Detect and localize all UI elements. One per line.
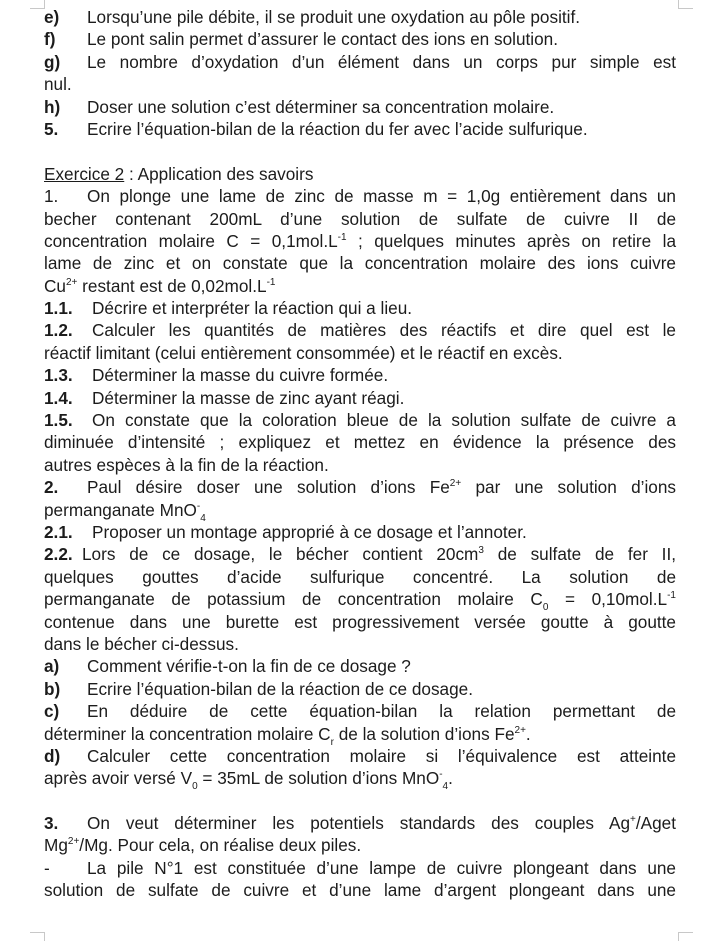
sub-question-text xyxy=(82,543,676,565)
text-span: de la solution d’ions Fe xyxy=(333,723,515,744)
superscript: - xyxy=(196,500,201,512)
question-number: 2. xyxy=(44,477,59,498)
list-item xyxy=(44,700,676,722)
list-item xyxy=(44,6,676,28)
sub-question-continuation: réactif limitant (celui entièrement consommée) et le réactif en excès. xyxy=(44,342,563,363)
item-label: b) xyxy=(44,678,61,699)
superscript: -1 xyxy=(266,276,276,288)
superscript: + xyxy=(630,814,636,826)
sub-question-continuation: diminuée d’intensité ; expliquez et mettez en évidence la présence des xyxy=(44,432,676,453)
sub-question-text: Déterminer la masse de zinc ayant réagi. xyxy=(92,387,405,408)
sub-question-text: Calculer les quantités de matières des réactifs et dire quel est le xyxy=(92,320,676,341)
sub-question-continuation: autres espèces à la fin de la réaction. xyxy=(44,454,329,475)
list-item xyxy=(44,678,676,700)
sub-question-continuation: quelques gouttes d’acide sulfurique concentré. La solution de xyxy=(44,566,676,587)
item-text: Doser une solution c’est déterminer sa concentration molaire. xyxy=(87,96,555,117)
sub-question xyxy=(44,521,676,543)
item-text-continuation: nul. xyxy=(44,74,72,95)
superscript: - xyxy=(439,769,443,781)
text-span: de sulfate de fer II, xyxy=(483,544,677,565)
superscript: 2+ xyxy=(67,836,80,848)
item-label: f) xyxy=(44,29,56,50)
text-span: permanganate de potassium de concentration molaire C xyxy=(44,589,543,610)
sub-question-label: 1.4. xyxy=(44,387,73,408)
list-item xyxy=(44,745,676,767)
list-item xyxy=(44,28,676,50)
item-label: h) xyxy=(44,96,61,117)
item-text: Calculer cette concentration molaire si l’équivalence est atteinte xyxy=(87,745,676,766)
item-text: Comment vérifie-t-on la fin de ce dosage ? xyxy=(87,656,411,677)
text-span: après avoir versé V xyxy=(44,768,193,789)
page-corner-mark xyxy=(30,0,45,9)
item-text-continuation xyxy=(44,723,676,748)
question-text: becher contenant 200mL d’une solution de sulfate de cuivre II de xyxy=(44,208,676,229)
bullet-text: La pile N°1 est constituée d’une lampe de cuivre plongeant dans une xyxy=(87,857,676,878)
text-span: . xyxy=(525,723,531,744)
superscript: -1 xyxy=(667,590,676,602)
sub-question-text: Déterminer la masse du cuivre formée. xyxy=(92,365,389,386)
item-text-continuation xyxy=(44,767,676,793)
subscript: 0 xyxy=(542,602,549,614)
sub-question-text: Proposer un montage approprié à ce dosage et l’annoter. xyxy=(92,521,527,542)
superscript: 2+ xyxy=(449,478,462,490)
question-2 xyxy=(44,476,676,498)
text-span: On veut déterminer les potentiels standards des couples Ag xyxy=(87,813,631,834)
item-label: a) xyxy=(44,656,60,677)
bullet-marker: - xyxy=(44,857,50,878)
question-1 xyxy=(44,185,676,207)
text-span: par une solution d’ions xyxy=(461,477,676,498)
superscript: 3 xyxy=(478,545,484,557)
text-span: = 0,10mol.L xyxy=(548,589,668,610)
sub-question xyxy=(44,387,676,409)
sub-question-text: On constate que la coloration bleue de la solution sulfate de cuivre a xyxy=(92,410,676,431)
sub-question-text: Décrire et interpréter la réaction qui a lieu. xyxy=(92,298,413,319)
sub-question-label: 2.2. xyxy=(44,544,73,565)
subscript: 4 xyxy=(200,512,206,524)
text-span: Mg xyxy=(44,835,68,856)
exercise-title-number: Exercice 2 xyxy=(44,163,125,184)
sub-question xyxy=(44,543,676,565)
item-label: d) xyxy=(44,745,61,766)
subscript: r xyxy=(330,736,334,748)
sub-question-continuation: dans le bécher ci-dessus. xyxy=(44,633,239,654)
item-label: 5. xyxy=(44,118,59,139)
list-item xyxy=(44,655,676,677)
question-text xyxy=(44,499,676,524)
sub-question xyxy=(44,297,676,319)
text-span: = 35mL de solution d’ions MnO xyxy=(197,768,440,789)
question-text: On plonge une lame de zinc de masse m = 1,0g entièrement dans un xyxy=(87,186,676,207)
sub-question-continuation xyxy=(44,588,676,614)
sub-question-label: 2.1. xyxy=(44,521,73,542)
subscript: 4 xyxy=(442,781,449,793)
text-span: Cu xyxy=(44,275,66,296)
text-span: ; quelques minutes après on retire la xyxy=(346,230,676,251)
item-text: Ecrire l’équation-bilan de la réaction du fer avec l’acide sulfurique. xyxy=(87,118,588,139)
item-label: c) xyxy=(44,701,60,722)
text-span: Lors de ce dosage, le bécher contient 20cm xyxy=(82,544,479,565)
exercise-title-text: : Application des savoirs xyxy=(124,163,314,184)
question-text xyxy=(87,476,676,498)
sub-question xyxy=(44,319,676,341)
sub-question-continuation: contenue dans une burette est progressivement versée goutte à goutte xyxy=(44,611,676,632)
document-page xyxy=(44,6,676,902)
sub-question-label: 1.2. xyxy=(44,320,73,341)
sub-question-label: 1.3. xyxy=(44,365,73,386)
superscript: -1 xyxy=(337,231,347,243)
bullet-item xyxy=(44,857,676,879)
question-text xyxy=(44,275,676,297)
question-number: 1. xyxy=(44,186,59,207)
text-span: /Aget xyxy=(635,813,676,834)
question-text xyxy=(44,834,676,856)
text-span: Paul désire doser une solution d’ions Fe xyxy=(87,477,450,498)
text-span: /Mg. Pour cela, on réalise deux piles. xyxy=(79,835,362,856)
text-span: . xyxy=(448,768,453,789)
superscript: 2+ xyxy=(514,724,526,736)
subscript: 0 xyxy=(192,781,198,793)
superscript: 2+ xyxy=(65,276,78,288)
sub-question-label: 1.1. xyxy=(44,298,73,319)
sub-question-label: 1.5. xyxy=(44,410,73,431)
list-item xyxy=(44,51,676,73)
list-item xyxy=(44,118,676,140)
item-text: Le nombre d’oxydation d’un élément dans un corps pur simple est xyxy=(87,51,676,72)
item-text: Lorsqu’une pile débite, il se produit une oxydation au pôle positif. xyxy=(87,7,581,27)
text-span: concentration molaire C = 0,1mol.L xyxy=(44,230,338,251)
question-number: 3. xyxy=(44,813,59,834)
text-span: permanganate MnO xyxy=(44,499,197,520)
page-corner-mark xyxy=(678,0,693,9)
text-span: déterminer la concentration molaire C xyxy=(44,723,331,744)
text-span: restant est de 0,02mol.L xyxy=(77,275,267,296)
sub-question xyxy=(44,364,676,386)
question-text: lame de zinc et on constate que la concentration molaire des ions cuivre xyxy=(44,253,676,274)
item-label: g) xyxy=(44,51,61,72)
list-item xyxy=(44,96,676,118)
item-text: Ecrire l’équation-bilan de la réaction de ce dosage. xyxy=(87,678,474,699)
sub-question xyxy=(44,409,676,431)
exercise-title xyxy=(44,163,676,185)
item-text: En déduire de cette équation-bilan la relation permettant de xyxy=(87,701,676,722)
item-text: Le pont salin permet d’assurer le contact des ions en solution. xyxy=(87,29,559,50)
bullet-text-continuation: solution de sulfate de cuivre et d’une lame d’argent plongeant dans une xyxy=(44,880,676,901)
question-text xyxy=(87,812,676,834)
question-3 xyxy=(44,812,676,834)
item-label: e) xyxy=(44,7,60,27)
question-text xyxy=(44,230,676,252)
